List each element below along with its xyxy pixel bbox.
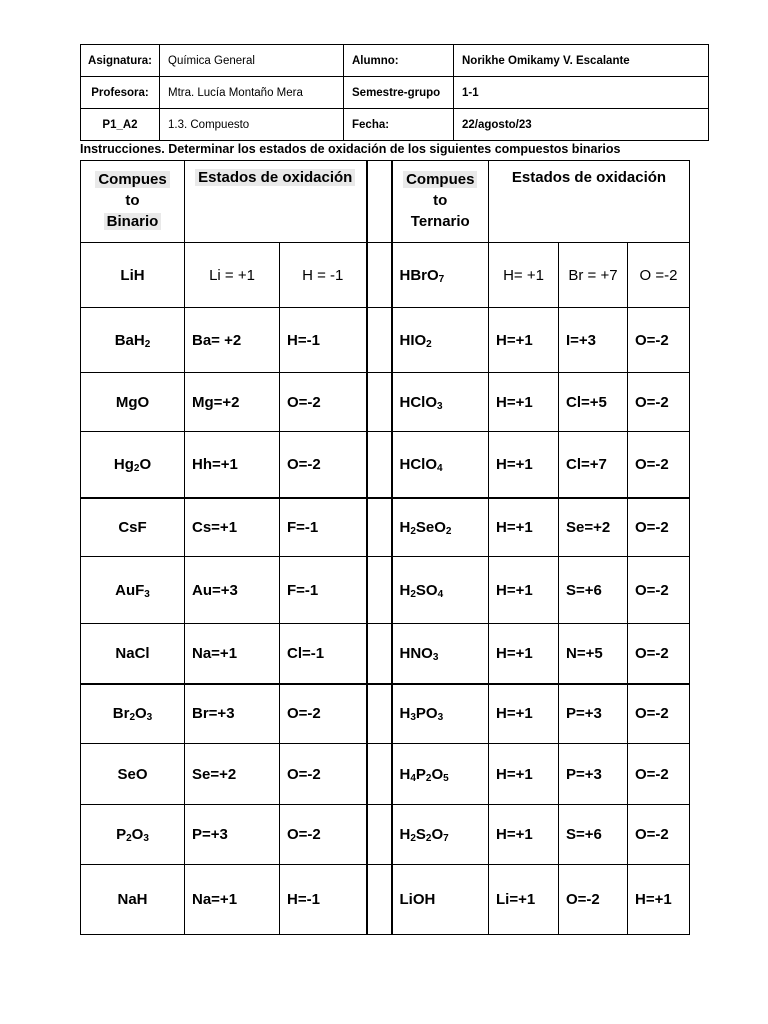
binary-state-a: Li = +1 — [185, 243, 280, 308]
ternary-compound — [392, 865, 489, 935]
formula-subscript: 2 — [425, 772, 432, 784]
formula-symbol: NaH — [117, 891, 148, 908]
ternary-compound — [392, 744, 489, 805]
ternary-state-c: O=-2 — [628, 308, 690, 373]
formula-subscript: 3 — [437, 712, 444, 724]
ternary-state-a: H=+1 — [489, 624, 559, 684]
ternary-state-a: H= +1 — [489, 243, 559, 308]
header-estados-binario-text: Estados de oxidación — [195, 169, 355, 186]
ternary-state-a: H=+1 — [489, 557, 559, 624]
binary-compound — [81, 373, 185, 432]
alumno-value: Norikhe Omikamy V. Escalante — [454, 45, 709, 77]
formula-symbol: HIO — [399, 331, 427, 349]
practica-value: P1_A2 — [81, 109, 160, 141]
ternary-state-b: Br = +7 — [559, 243, 628, 308]
formula-subscript: 2 — [126, 833, 132, 844]
ternary-state-b: Cl=+5 — [559, 373, 628, 432]
table-row — [81, 865, 690, 935]
ternary-state-b: O=-2 — [559, 865, 628, 935]
formula-symbol: LiOH — [399, 891, 436, 908]
ternary-state-b: S=+6 — [559, 805, 628, 865]
header-ternario-line3: Ternario — [410, 213, 470, 230]
ternary-state-c: O=-2 — [628, 744, 690, 805]
binary-compound — [81, 243, 185, 308]
column-separator — [367, 498, 392, 557]
formula-subscript: 4 — [437, 462, 443, 474]
asignatura-label: Asignatura: — [81, 45, 160, 77]
binary-state-a: Hh=+1 — [185, 432, 280, 498]
ternary-state-b: Cl=+7 — [559, 432, 628, 498]
table-row — [81, 308, 690, 373]
binary-state-a: Se=+2 — [185, 744, 280, 805]
formula-subscript: 4 — [437, 588, 444, 600]
header-estados-ternario — [489, 161, 690, 243]
binary-state-a: Au=+3 — [185, 557, 280, 624]
oxidation-states-table — [80, 160, 690, 935]
table-row — [81, 373, 690, 432]
formula-subscript: 2 — [410, 525, 416, 537]
column-separator — [367, 308, 392, 373]
binary-compound — [81, 865, 185, 935]
ternary-state-a: H=+1 — [489, 373, 559, 432]
ternary-state-b: I=+3 — [559, 308, 628, 373]
binary-state-b: O=-2 — [280, 744, 367, 805]
table-row — [81, 243, 690, 308]
binary-state-b: Cl=-1 — [280, 624, 367, 684]
profesora-label: Profesora: — [81, 77, 160, 109]
binary-state-b: O=-2 — [280, 432, 367, 498]
formula-symbol: SeO — [415, 518, 446, 536]
formula-subscript: 2 — [129, 712, 135, 724]
formula-symbol: AuF — [115, 581, 145, 599]
info-row — [81, 77, 709, 109]
ternary-state-a: Li=+1 — [489, 865, 559, 935]
formula-symbol: H — [399, 518, 411, 536]
profesora-value: Mtra. Lucía Montaño Mera — [160, 77, 344, 109]
header-binario-line2: to — [125, 192, 140, 209]
formula-symbol: HNO — [399, 644, 433, 662]
formula-symbol: SeO — [117, 765, 148, 783]
instructions-text: Instrucciones. Determinar los estados de oxidación de los siguientes compuestos binarios — [80, 142, 621, 156]
binary-state-b: H = -1 — [280, 243, 367, 308]
formula-symbol: SO — [415, 581, 438, 599]
column-separator — [367, 744, 392, 805]
table-row — [81, 684, 690, 744]
binary-compound — [81, 498, 185, 557]
column-separator — [367, 161, 392, 243]
ternary-compound — [392, 432, 489, 498]
header-binario-line1: Compues — [95, 171, 169, 188]
ternary-state-c: O=-2 — [628, 557, 690, 624]
ternary-state-c: O=-2 — [628, 432, 690, 498]
formula-symbol: H — [399, 765, 411, 783]
formula-symbol: PO — [415, 705, 438, 723]
formula-subscript: 7 — [438, 273, 445, 285]
header-info-table — [80, 44, 709, 141]
binary-state-b: O=-2 — [280, 373, 367, 432]
table-row — [81, 624, 690, 684]
asignatura-value: Química General — [160, 45, 344, 77]
ternary-compound — [392, 243, 489, 308]
binary-compound — [81, 557, 185, 624]
formula-symbol: CsF — [118, 518, 147, 536]
binary-compound — [81, 744, 185, 805]
ternary-state-c: O=-2 — [628, 373, 690, 432]
formula-subscript: 2 — [426, 338, 432, 350]
ternary-compound — [392, 557, 489, 624]
column-separator — [367, 684, 392, 744]
binary-compound — [81, 308, 185, 373]
ternary-compound — [392, 684, 489, 744]
info-row — [81, 45, 709, 77]
ternary-compound — [392, 373, 489, 432]
column-separator — [367, 243, 392, 308]
formula-subscript: 3 — [410, 712, 416, 724]
binary-state-a: Na=+1 — [185, 624, 280, 684]
formula-symbol: P — [116, 826, 127, 843]
formula-symbol: Br — [112, 705, 130, 723]
table-row — [81, 557, 690, 624]
ternary-state-a: H=+1 — [489, 498, 559, 557]
formula-symbol: P — [415, 765, 426, 783]
binary-state-a: Na=+1 — [185, 865, 280, 935]
formula-symbol: O — [431, 826, 444, 843]
ternary-state-c: O =-2 — [628, 243, 690, 308]
binary-state-b: F=-1 — [280, 498, 367, 557]
binary-state-a: Mg=+2 — [185, 373, 280, 432]
formula-symbol: BaH — [114, 331, 145, 349]
header-ternario-line1: Compues — [403, 171, 477, 188]
ternary-state-c: H=+1 — [628, 865, 690, 935]
formula-subscript: 4 — [410, 772, 416, 784]
binary-compound — [81, 624, 185, 684]
ternary-state-b: S=+6 — [559, 557, 628, 624]
header-compuesto-ternario — [392, 161, 489, 243]
ternary-state-c: O=-2 — [628, 498, 690, 557]
formula-symbol: O — [139, 455, 152, 473]
fecha-value: 22/agosto/23 — [454, 109, 709, 141]
binary-state-a: P=+3 — [185, 805, 280, 865]
binary-state-b: H=-1 — [280, 865, 367, 935]
formula-symbol: NaCl — [115, 644, 150, 662]
formula-subscript: 3 — [143, 833, 149, 844]
semestre-value: 1-1 — [454, 77, 709, 109]
formula-symbol: S — [415, 826, 426, 843]
binary-state-a: Br=+3 — [185, 684, 280, 744]
formula-symbol: Hg — [113, 455, 134, 473]
ternary-compound — [392, 498, 489, 557]
table-row — [81, 432, 690, 498]
formula-subscript: 2 — [410, 588, 416, 600]
ternary-compound — [392, 624, 489, 684]
binary-compound — [81, 684, 185, 744]
ternary-state-b: Se=+2 — [559, 498, 628, 557]
binary-compound — [81, 805, 185, 865]
formula-subscript: 3 — [146, 712, 153, 724]
binary-compound — [81, 432, 185, 498]
header-compuesto-binario — [81, 161, 185, 243]
ternary-state-b: P=+3 — [559, 684, 628, 744]
info-row — [81, 109, 709, 141]
table-row — [81, 498, 690, 557]
header-estados-binario — [185, 161, 367, 243]
formula-symbol: HBrO — [399, 266, 439, 284]
formula-subscript: 2 — [445, 525, 452, 537]
semestre-label: Semestre-grupo — [344, 77, 454, 109]
ternary-state-c: O=-2 — [628, 684, 690, 744]
fecha-label: Fecha: — [344, 109, 454, 141]
binary-state-b: F=-1 — [280, 557, 367, 624]
formula-subscript: 3 — [432, 651, 439, 663]
column-separator — [367, 373, 392, 432]
binary-state-a: Cs=+1 — [185, 498, 280, 557]
ternary-state-a: H=+1 — [489, 684, 559, 744]
ternary-state-b: P=+3 — [559, 744, 628, 805]
formula-symbol: O — [135, 705, 147, 723]
ternary-compound — [392, 308, 489, 373]
formula-symbol: LiH — [120, 266, 145, 284]
ternary-state-b: N=+5 — [559, 624, 628, 684]
formula-symbol: HClO — [399, 455, 437, 473]
column-separator — [367, 805, 392, 865]
ternary-state-a: H=+1 — [489, 308, 559, 373]
formula-symbol: MgO — [115, 393, 150, 411]
formula-subscript: 5 — [443, 772, 449, 784]
formula-symbol: H — [399, 826, 411, 843]
formula-symbol: O — [131, 826, 144, 843]
formula-symbol: H — [399, 581, 411, 599]
header-binario-line3: Binario — [104, 213, 162, 230]
formula-subscript: 2 — [410, 833, 416, 844]
ternary-state-c: O=-2 — [628, 624, 690, 684]
formula-subscript: 7 — [443, 833, 449, 844]
formula-symbol: H — [399, 705, 411, 723]
formula-subscript: 3 — [144, 588, 150, 600]
tema-value: 1.3. Compuesto — [160, 109, 344, 141]
binary-state-b: H=-1 — [280, 308, 367, 373]
binary-state-b: O=-2 — [280, 684, 367, 744]
table-header-row — [81, 161, 690, 243]
column-separator — [367, 557, 392, 624]
formula-subscript: 2 — [425, 833, 432, 844]
column-separator — [367, 865, 392, 935]
ternary-state-a: H=+1 — [489, 805, 559, 865]
table-row — [81, 744, 690, 805]
alumno-label: Alumno: — [344, 45, 454, 77]
binary-state-a: Ba= +2 — [185, 308, 280, 373]
formula-subscript: 2 — [133, 462, 140, 474]
ternary-compound — [392, 805, 489, 865]
header-estados-ternario-text: Estados de oxidación — [511, 169, 667, 186]
header-ternario-line2: to — [433, 192, 448, 209]
column-separator — [367, 432, 392, 498]
formula-subscript: 2 — [144, 338, 151, 350]
binary-state-b: O=-2 — [280, 805, 367, 865]
table-row — [81, 805, 690, 865]
ternary-state-a: H=+1 — [489, 744, 559, 805]
ternary-state-a: H=+1 — [489, 432, 559, 498]
formula-symbol: O — [431, 765, 444, 783]
formula-symbol: HClO — [399, 393, 437, 411]
formula-subscript: 3 — [437, 400, 443, 412]
column-separator — [367, 624, 392, 684]
ternary-state-c: O=-2 — [628, 805, 690, 865]
